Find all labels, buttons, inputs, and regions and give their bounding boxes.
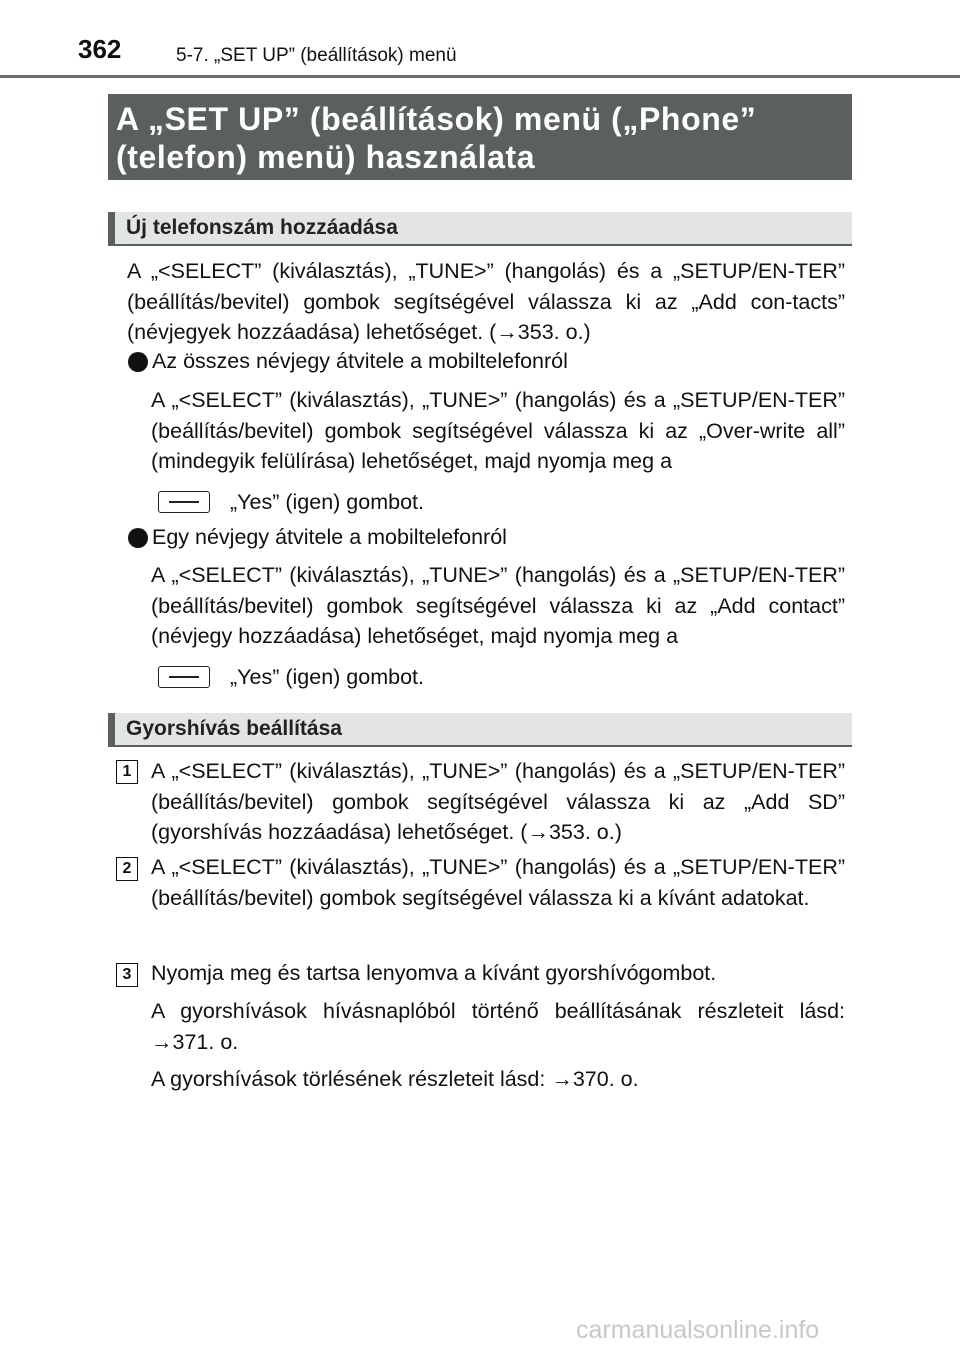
- bullet-title-one-contact: Egy névjegy átvitele a mobiltelefonról: [152, 525, 507, 549]
- enter-button-icon: [158, 491, 210, 513]
- subheading-speed-dial: [108, 713, 852, 747]
- subheading-accent-bar: [108, 212, 115, 244]
- step-number-1: 1: [116, 760, 138, 784]
- subheading-label: Új telefonszám hozzáadása: [126, 216, 398, 239]
- step-number-3: 3: [116, 963, 138, 987]
- subheading-new-phone-number: [108, 212, 852, 246]
- section-title: 5-7. „SET UP” (beállítások) menü: [176, 45, 457, 66]
- header-divider: [0, 75, 960, 78]
- page-number: 362: [78, 34, 122, 64]
- page-title-line-1: A „SET UP” (beállítások) menü („Phone”: [116, 101, 757, 137]
- page-title-line-2: (telefon) menü) használata: [116, 139, 536, 175]
- bullet-icon: [128, 528, 148, 548]
- step-text-2: A „<SELECT” (kiválasztás), „TUNE>” (hangolás) és a „SETUP/EN-TER” (beállítás/bevitel) gombok segítségével válassza ki a kívánt adatokat.: [151, 855, 845, 910]
- page-title: [108, 94, 852, 180]
- bullet-text-one-contact: A „<SELECT” (kiválasztás), „TUNE>” (hangolás) és a „SETUP/EN-TER” (beállítás/bevitel) gombok segítségével válassza ki az „Add contact” (névjegy hozzáadása) lehetőséget, majd nyomja meg a: [151, 563, 845, 648]
- intro-paragraph: A „<SELECT” (kiválasztás), „TUNE>” (hangolás) és a „SETUP/EN-TER” (beállítás/bevitel) gombok segítségével válassza ki az „Add con-tacts” (névjegyek hozzáadása) lehetőséget. (→353. o.): [127, 259, 845, 344]
- bullet-text-all-contacts: A „<SELECT” (kiválasztás), „TUNE>” (hangolás) és a „SETUP/EN-TER” (beállítás/bevitel) gombok segítségével válassza ki az „Over-write all” (mindegyik felülírása) lehetőséget, majd nyomja meg a: [151, 388, 845, 473]
- bullet-button-text-all-contacts: „Yes” (igen) gombot.: [230, 490, 424, 514]
- subheading-accent-bar: [108, 713, 115, 745]
- enter-button-icon: [158, 666, 210, 688]
- watermark: carmanualsonline.info: [576, 1316, 820, 1344]
- bullet-button-text-one-contact: „Yes” (igen) gombot.: [230, 665, 424, 689]
- note-call-log-reference: A gyorshívások hívásnaplóból történő beállításának részleteit lásd: →371. o.: [151, 999, 845, 1054]
- note-delete-reference: A gyorshívások törlésének részleteit lásd: →370. o.: [151, 1067, 639, 1091]
- step-number-2: 2: [116, 857, 138, 881]
- bullet-icon: [128, 352, 148, 372]
- step-text-3: Nyomja meg és tartsa lenyomva a kívánt gyorshívógombot.: [151, 961, 717, 985]
- subheading-label: Gyorshívás beállítása: [126, 717, 342, 740]
- page-header: [0, 0, 960, 80]
- step-text-1: A „<SELECT” (kiválasztás), „TUNE>” (hangolás) és a „SETUP/EN-TER” (beállítás/bevitel) gombok segítségével válassza ki az „Add SD” (gyorshívás hozzáadása) lehetőséget. (→353. o.): [151, 759, 845, 844]
- bullet-title-all-contacts: Az összes névjegy átvitele a mobiltelefonról: [152, 349, 568, 373]
